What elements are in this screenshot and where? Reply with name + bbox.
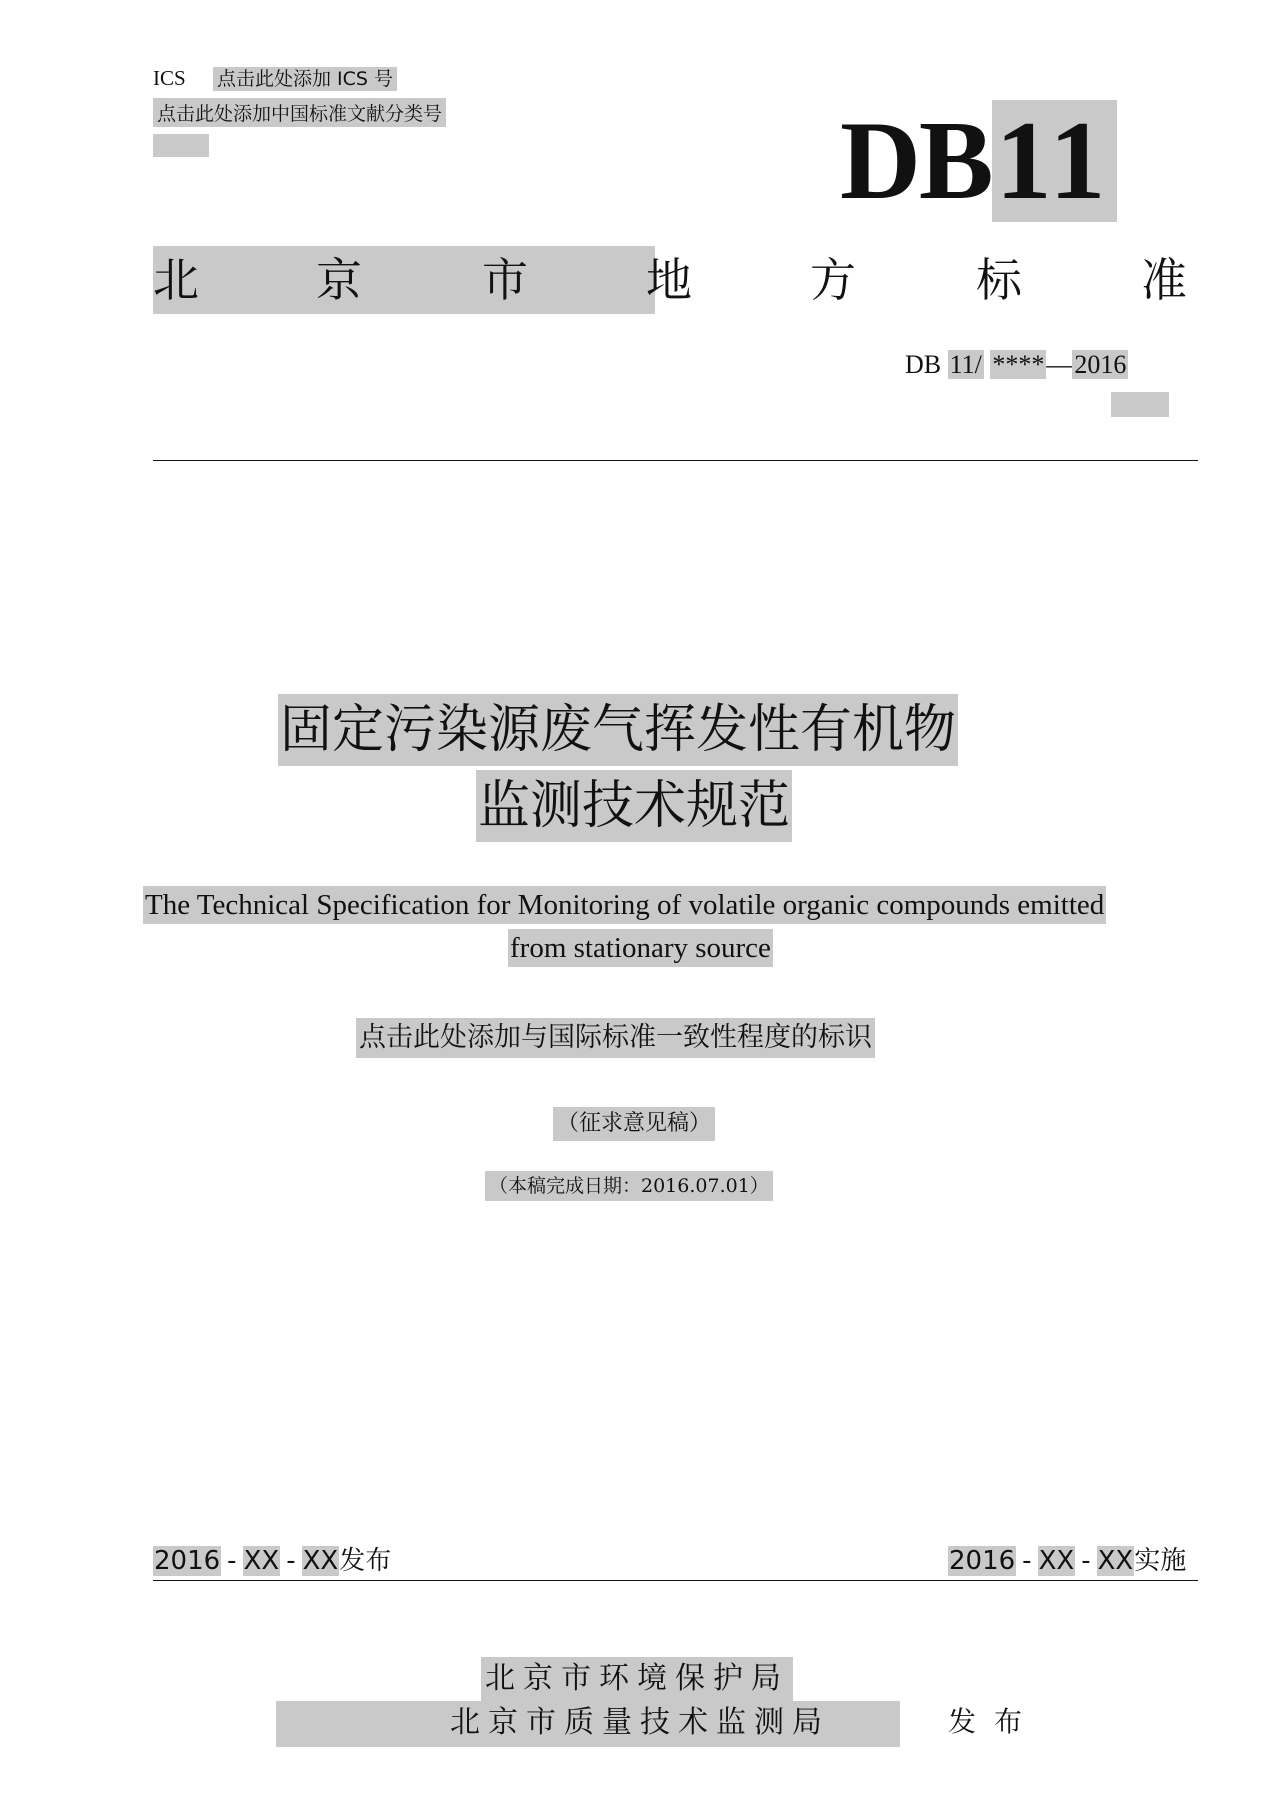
footer-divider — [153, 1580, 1198, 1581]
ics-number-field[interactable]: 点击此处添加 ICS 号 — [213, 67, 397, 91]
issue-day[interactable]: XX — [302, 1546, 339, 1576]
title-en-line-1[interactable]: The Technical Specification for Monitoring of volatile organic compounds emitted — [143, 886, 1106, 924]
conformity-field[interactable]: 点击此处添加与国际标准一致性程度的标识 — [356, 1018, 875, 1058]
ccs-number-field[interactable]: 点击此处添加中国标准文献分类号 — [153, 98, 446, 127]
impl-day[interactable]: XX — [1097, 1546, 1134, 1576]
standard-code — [905, 350, 1128, 380]
impl-year[interactable]: 2016 — [949, 1546, 1016, 1576]
date-separator: - — [1022, 1546, 1032, 1576]
implementation-date — [948, 1543, 1186, 1579]
issue-month[interactable]: XX — [243, 1546, 280, 1576]
standard-code-prefix: DB — [905, 350, 942, 379]
title-cn-line-2[interactable]: 监测技术规范 — [476, 770, 792, 842]
impl-month[interactable]: XX — [1038, 1546, 1075, 1576]
standard-code-dash: — — [1046, 350, 1073, 379]
header-divider — [153, 460, 1198, 461]
issuer-agency-1[interactable]: 北京市环境保护局 — [481, 1657, 793, 1701]
standard-type-char: 准 — [1141, 253, 1187, 307]
issue-year[interactable]: 2016 — [154, 1546, 221, 1576]
draft-status[interactable]: （征求意见稿） — [553, 1107, 715, 1141]
standard-type-char: 京 — [316, 253, 362, 307]
standard-code-region[interactable]: 11/ — [949, 350, 982, 379]
standard-type-char: 标 — [976, 253, 1022, 307]
date-separator: - — [1081, 1546, 1091, 1576]
standard-type-char: 方 — [810, 253, 856, 307]
standard-type-char: 北 — [153, 253, 199, 307]
completion-date[interactable]: （本稿完成日期：2016.07.01） — [485, 1171, 773, 1201]
standard-type-char: 地 — [646, 253, 692, 307]
standard-type-char: 市 — [482, 253, 528, 307]
ics-line — [153, 64, 397, 91]
replacement-code-field[interactable] — [1111, 392, 1169, 417]
date-separator: - — [227, 1546, 237, 1576]
issue-date — [153, 1543, 391, 1579]
title-cn-line-1[interactable]: 固定污染源废气挥发性有机物 — [278, 694, 958, 766]
db-logo-number[interactable]: 11 — [992, 100, 1118, 222]
date-separator: - — [286, 1546, 296, 1576]
publish-label: 发布 — [948, 1705, 1041, 1738]
title-en-line-2[interactable]: from stationary source — [508, 929, 773, 967]
standard-code-year[interactable]: 2016 — [1074, 350, 1127, 379]
ics-label: ICS — [153, 66, 186, 90]
standard-code-serial[interactable]: **** — [992, 350, 1045, 379]
issuer-agency-2: 北京市质量技术监测局 — [450, 1705, 830, 1740]
registration-field[interactable] — [153, 134, 209, 157]
issue-suffix: 发布 — [339, 1546, 392, 1576]
impl-suffix: 实施 — [1134, 1546, 1187, 1576]
db-logo-letters: DB — [840, 99, 992, 223]
db-logo — [840, 100, 1117, 222]
